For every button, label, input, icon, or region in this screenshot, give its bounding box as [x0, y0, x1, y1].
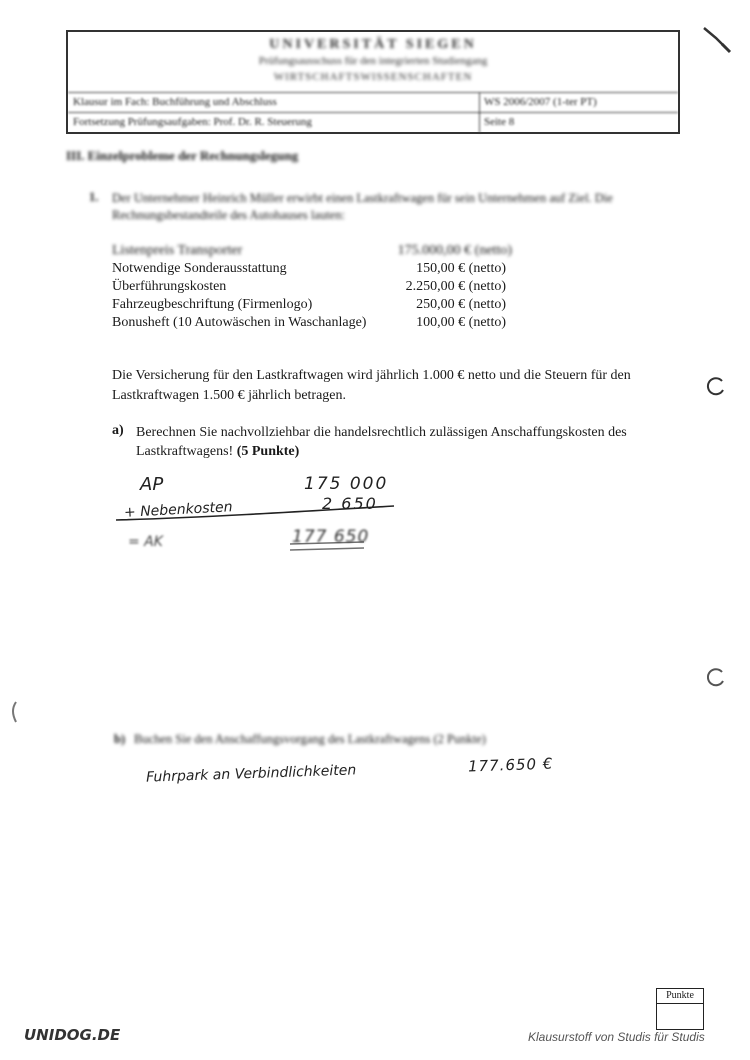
cost-value: 175.000,00 € (netto) [397, 243, 512, 258]
header-row-examiner [68, 112, 678, 133]
handwriting-amount: 177.650 € [467, 754, 554, 776]
committee-name: Prüfungsausschuss für den integrierten Studiengang [258, 55, 488, 67]
university-name: UNIVERSITÄT SIEGEN [269, 37, 477, 52]
cost-label: Listenpreis Transporter [112, 243, 243, 258]
punch-hole-icon [702, 664, 728, 690]
points-label: Punkte [657, 989, 703, 1004]
cost-label: Bonusheft (10 Autowäschen in Waschanlage) [112, 315, 367, 330]
punch-hole-icon [702, 374, 728, 400]
exam-header [66, 30, 680, 134]
section-title: III. Einzelprobleme der Rechnungslegung [66, 148, 299, 163]
part-a-letter: a) [112, 423, 124, 438]
cost-label: Überführungskosten [112, 279, 227, 294]
part-b-text: Buchen Sie den Anschaffungsvorgang des Lastkraftwagens (2 Punkte) [134, 732, 486, 746]
question-number: 1. [89, 190, 99, 204]
handwriting-label: + Nebenkosten [123, 499, 233, 521]
cost-value: 2.250,00 € (netto) [405, 279, 506, 294]
cost-row [112, 261, 512, 279]
header-divider [479, 113, 480, 133]
part-b-letter: b) [114, 732, 126, 746]
header-row-course [68, 92, 678, 113]
handwriting-label: = AK [128, 534, 163, 550]
semester: WS 2006/2007 (1-ter PT) [484, 96, 597, 108]
margin-mark-icon [8, 700, 22, 724]
scan-artifact-icon [700, 22, 734, 56]
cost-value: 150,00 € (netto) [416, 261, 506, 276]
handwriting-value: 177 650 [292, 527, 370, 547]
page-number: Seite 8 [484, 116, 515, 128]
handwriting-value: 175 000 [304, 474, 389, 494]
course-name: Klausur im Fach: Buchführung und Abschluss [73, 96, 277, 108]
header-divider [479, 93, 480, 113]
cost-value: 250,00 € (netto) [416, 297, 506, 312]
part-a-text: Berechnen Sie nachvollziehbar die handelsrechtlich zulässigen Anschaffungskosten des Lastkraftwagens! [136, 425, 627, 459]
part-a-points: (5 Punkte) [236, 444, 300, 459]
faculty-name: WIRTSCHAFTSWISSENSCHAFTEN [273, 71, 473, 83]
insurance-paragraph: Die Versicherung für den Lastkraftwagen wird jährlich 1.000 € netto und die Steuern für den Lastkraftwagen 1.500 € jährlich betragen. [112, 368, 631, 403]
handwriting-entry: Fuhrpark an Verbindlichkeiten [145, 762, 357, 786]
part-a-question [136, 423, 681, 461]
handwriting-label: AP [140, 474, 164, 495]
site-logo [24, 1026, 120, 1044]
cost-label: Fahrzeugbeschriftung (Firmenlogo) [112, 297, 313, 312]
cost-row [112, 279, 512, 297]
sum-line-icon [114, 504, 398, 524]
handwriting-value: 2 650 [322, 494, 378, 513]
cost-label: Notwendige Sonderausstattung [112, 261, 287, 276]
question-text: Der Unternehmer Heinrich Müller erwirbt einen Lastkraftwagen für sein Unternehmen auf Ziel. Die Rechnungsbestandteile des Autohauses lauten: [112, 191, 613, 222]
cost-value: 100,00 € (netto) [416, 315, 506, 330]
points-box [656, 988, 704, 1030]
cost-row [112, 315, 512, 333]
footer-slogan: Klausurstoff von Studis für Studis [528, 1030, 705, 1044]
cost-row [112, 243, 512, 261]
cost-row [112, 297, 512, 315]
examiner: Fortsetzung Prüfungsaufgaben: Prof. Dr. R. Steuerung [73, 116, 312, 128]
logo-text: UNIDOG.DE [24, 1026, 121, 1044]
double-underline-icon [288, 540, 368, 554]
